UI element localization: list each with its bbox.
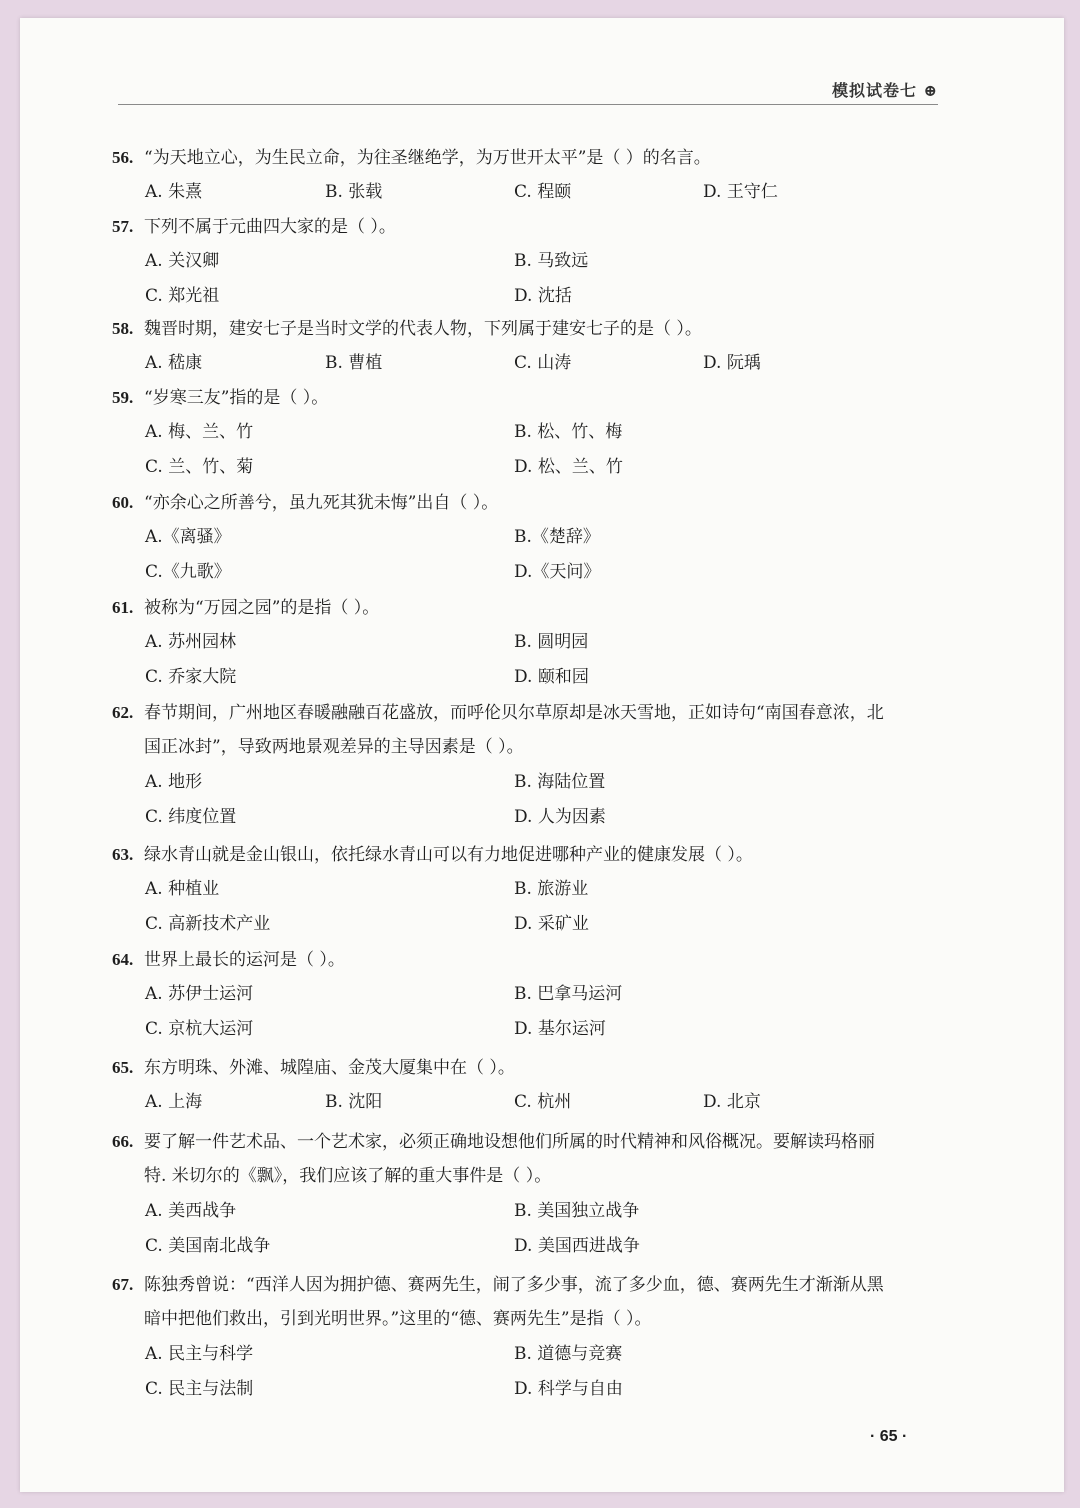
answer-option-c: C.《九歌》 xyxy=(145,562,231,582)
answer-option-c: C. 民主与法制 xyxy=(145,1379,254,1399)
question-number: 57. xyxy=(112,217,134,236)
question-stem xyxy=(112,1267,958,1302)
question-text: 东方明珠、外滩、城隍庙、金茂大厦集中在（ ）。 xyxy=(144,1058,515,1078)
answer-option-d: D. 科学与自由 xyxy=(514,1379,623,1399)
answer-options xyxy=(112,244,958,314)
answer-option-a: A.《离骚》 xyxy=(145,527,231,547)
question-stem-continued xyxy=(112,1159,958,1194)
question-text: 国正冰封”，导致两地景观差异的主导因素是（ ）。 xyxy=(144,737,524,757)
answer-options xyxy=(112,765,958,835)
question-stem xyxy=(112,485,958,520)
answer-option-c: C. 京杭大运河 xyxy=(145,1019,254,1039)
question-stem-continued xyxy=(112,730,958,765)
answer-option-b: B. 松、竹、梅 xyxy=(514,422,623,442)
answer-option-d: D. 美国西进战争 xyxy=(514,1236,640,1256)
answer-options xyxy=(112,520,958,590)
answer-option-c: C. 高新技术产业 xyxy=(145,914,271,934)
question-stem xyxy=(112,837,958,872)
answer-option-b: B. 圆明园 xyxy=(514,632,589,652)
question-stem xyxy=(112,209,958,244)
answer-options xyxy=(112,415,958,485)
answer-options xyxy=(112,625,958,695)
answer-option-b: B. 沈阳 xyxy=(325,1092,383,1112)
question-text: 陈独秀曾说：“西洋人因为拥护德、赛两先生，闹了多少事，流了多少血，德、赛两先生才渐渐从黑 xyxy=(144,1275,884,1295)
answer-option-d: D. 松、兰、竹 xyxy=(514,457,623,477)
question-text: 特. 米切尔的《飘》，我们应该了解的重大事件是（ ）。 xyxy=(144,1166,552,1186)
question-65 xyxy=(112,1050,958,1120)
question-stem xyxy=(112,140,958,175)
question-stem xyxy=(112,1124,958,1159)
question-58 xyxy=(112,311,958,381)
answer-options xyxy=(112,175,958,210)
answer-options xyxy=(112,1194,958,1264)
answer-option-d: D. 北京 xyxy=(703,1092,761,1112)
header-title: 模拟试卷七 ⊕ xyxy=(832,81,938,100)
question-59 xyxy=(112,380,958,485)
answer-option-b: B. 巴拿马运河 xyxy=(514,984,623,1004)
question-67 xyxy=(112,1267,958,1407)
answer-option-d: D. 阮瑀 xyxy=(703,353,761,373)
answer-options xyxy=(112,1337,958,1407)
document-page xyxy=(20,18,1064,1492)
question-64 xyxy=(112,942,958,1047)
question-text: 暗中把他们救出，引到光明世界。”这里的“德、赛两先生”是指（ ）。 xyxy=(144,1309,652,1329)
question-text: 下列不属于元曲四大家的是（ ）。 xyxy=(144,217,396,237)
question-text: 世界上最长的运河是（ ）。 xyxy=(144,950,345,970)
question-stem xyxy=(112,695,958,730)
question-text: “亦余心之所善兮，虽九死其犹未悔”出自（ ）。 xyxy=(144,493,499,513)
question-text: 魏晋时期，建安七子是当时文学的代表人物，下列属于建安七子的是（ ）。 xyxy=(144,319,702,339)
answer-option-a: A. 梅、兰、竹 xyxy=(145,422,254,442)
answer-option-d: D. 颐和园 xyxy=(514,667,589,687)
answer-option-b: B. 海陆位置 xyxy=(514,772,606,792)
question-number: 64. xyxy=(112,950,134,969)
answer-option-b: B. 马致远 xyxy=(514,251,589,271)
answer-option-a: A. 关汉卿 xyxy=(145,251,220,271)
answer-option-c: C. 郑光祖 xyxy=(145,286,220,306)
question-number: 67. xyxy=(112,1275,134,1294)
answer-option-c: C. 程颐 xyxy=(514,182,572,202)
page-number: · 65 · xyxy=(870,1428,908,1445)
question-62 xyxy=(112,695,958,835)
question-63 xyxy=(112,837,958,942)
question-number: 60. xyxy=(112,493,134,512)
question-number: 61. xyxy=(112,598,134,617)
answer-option-b: B. 张载 xyxy=(325,182,383,202)
answer-option-c: C. 纬度位置 xyxy=(145,807,237,827)
question-number: 62. xyxy=(112,703,134,722)
question-number: 63. xyxy=(112,845,134,864)
header-divider xyxy=(118,104,938,105)
question-66 xyxy=(112,1124,958,1264)
answer-option-a: A. 民主与科学 xyxy=(145,1344,254,1364)
answer-option-c: C. 美国南北战争 xyxy=(145,1236,271,1256)
question-stem xyxy=(112,311,958,346)
question-text: “岁寒三友”指的是（ ）。 xyxy=(144,388,329,408)
question-61 xyxy=(112,590,958,695)
answer-options xyxy=(112,872,958,942)
question-text: 被称为“万园之园”的是指（ ）。 xyxy=(144,598,380,618)
answer-option-a: A. 朱熹 xyxy=(145,182,203,202)
question-text: 春节期间，广州地区春暖融融百花盛放，而呼伦贝尔草原却是冰天雪地，正如诗句“南国春意浓，北 xyxy=(144,703,884,723)
question-number: 56. xyxy=(112,148,134,167)
answer-option-a: A. 嵇康 xyxy=(145,353,203,373)
question-number: 65. xyxy=(112,1058,134,1077)
answer-option-a: A. 上海 xyxy=(145,1092,203,1112)
answer-option-a: A. 美西战争 xyxy=(145,1201,237,1221)
question-number: 58. xyxy=(112,319,134,338)
question-stem-continued xyxy=(112,1302,958,1337)
question-stem xyxy=(112,590,958,625)
answer-option-a: A. 苏伊士运河 xyxy=(145,984,254,1004)
answer-option-d: D.《天问》 xyxy=(514,562,601,582)
answer-option-b: B. 曹植 xyxy=(325,353,383,373)
answer-option-b: B. 旅游业 xyxy=(514,879,589,899)
question-stem xyxy=(112,380,958,415)
question-text: 绿水青山就是金山银山，依托绿水青山可以有力地促进哪种产业的健康发展（ ）。 xyxy=(144,845,753,865)
question-text: “为天地立心，为生民立命，为往圣继绝学，为万世开太平”是（ ）的名言。 xyxy=(144,148,711,168)
question-56 xyxy=(112,140,958,210)
answer-option-a: A. 地形 xyxy=(145,772,203,792)
answer-option-a: A. 苏州园林 xyxy=(145,632,237,652)
answer-option-b: B. 美国独立战争 xyxy=(514,1201,640,1221)
answer-option-d: D. 王守仁 xyxy=(703,182,778,202)
answer-option-a: A. 种植业 xyxy=(145,879,220,899)
answer-option-d: D. 采矿业 xyxy=(514,914,589,934)
question-stem xyxy=(112,942,958,977)
question-57 xyxy=(112,209,958,314)
answer-option-c: C. 乔家大院 xyxy=(145,667,237,687)
question-stem xyxy=(112,1050,958,1085)
answer-options xyxy=(112,977,958,1047)
answer-option-b: B. 道德与竞赛 xyxy=(514,1344,623,1364)
question-text: 要了解一件艺术品、一个艺术家，必须正确地设想他们所属的时代精神和风俗概况。要解读玛格丽 xyxy=(144,1132,875,1152)
answer-option-b: B.《楚辞》 xyxy=(514,527,600,547)
question-60 xyxy=(112,485,958,590)
answer-option-c: C. 杭州 xyxy=(514,1092,572,1112)
question-number: 66. xyxy=(112,1132,134,1151)
answer-option-d: D. 人为因素 xyxy=(514,807,606,827)
answer-option-d: D. 沈括 xyxy=(514,286,572,306)
answer-option-c: C. 山涛 xyxy=(514,353,572,373)
answer-option-d: D. 基尔运河 xyxy=(514,1019,606,1039)
answer-options xyxy=(112,346,958,381)
answer-options xyxy=(112,1085,958,1120)
answer-option-c: C. 兰、竹、菊 xyxy=(145,457,254,477)
question-number: 59. xyxy=(112,388,134,407)
